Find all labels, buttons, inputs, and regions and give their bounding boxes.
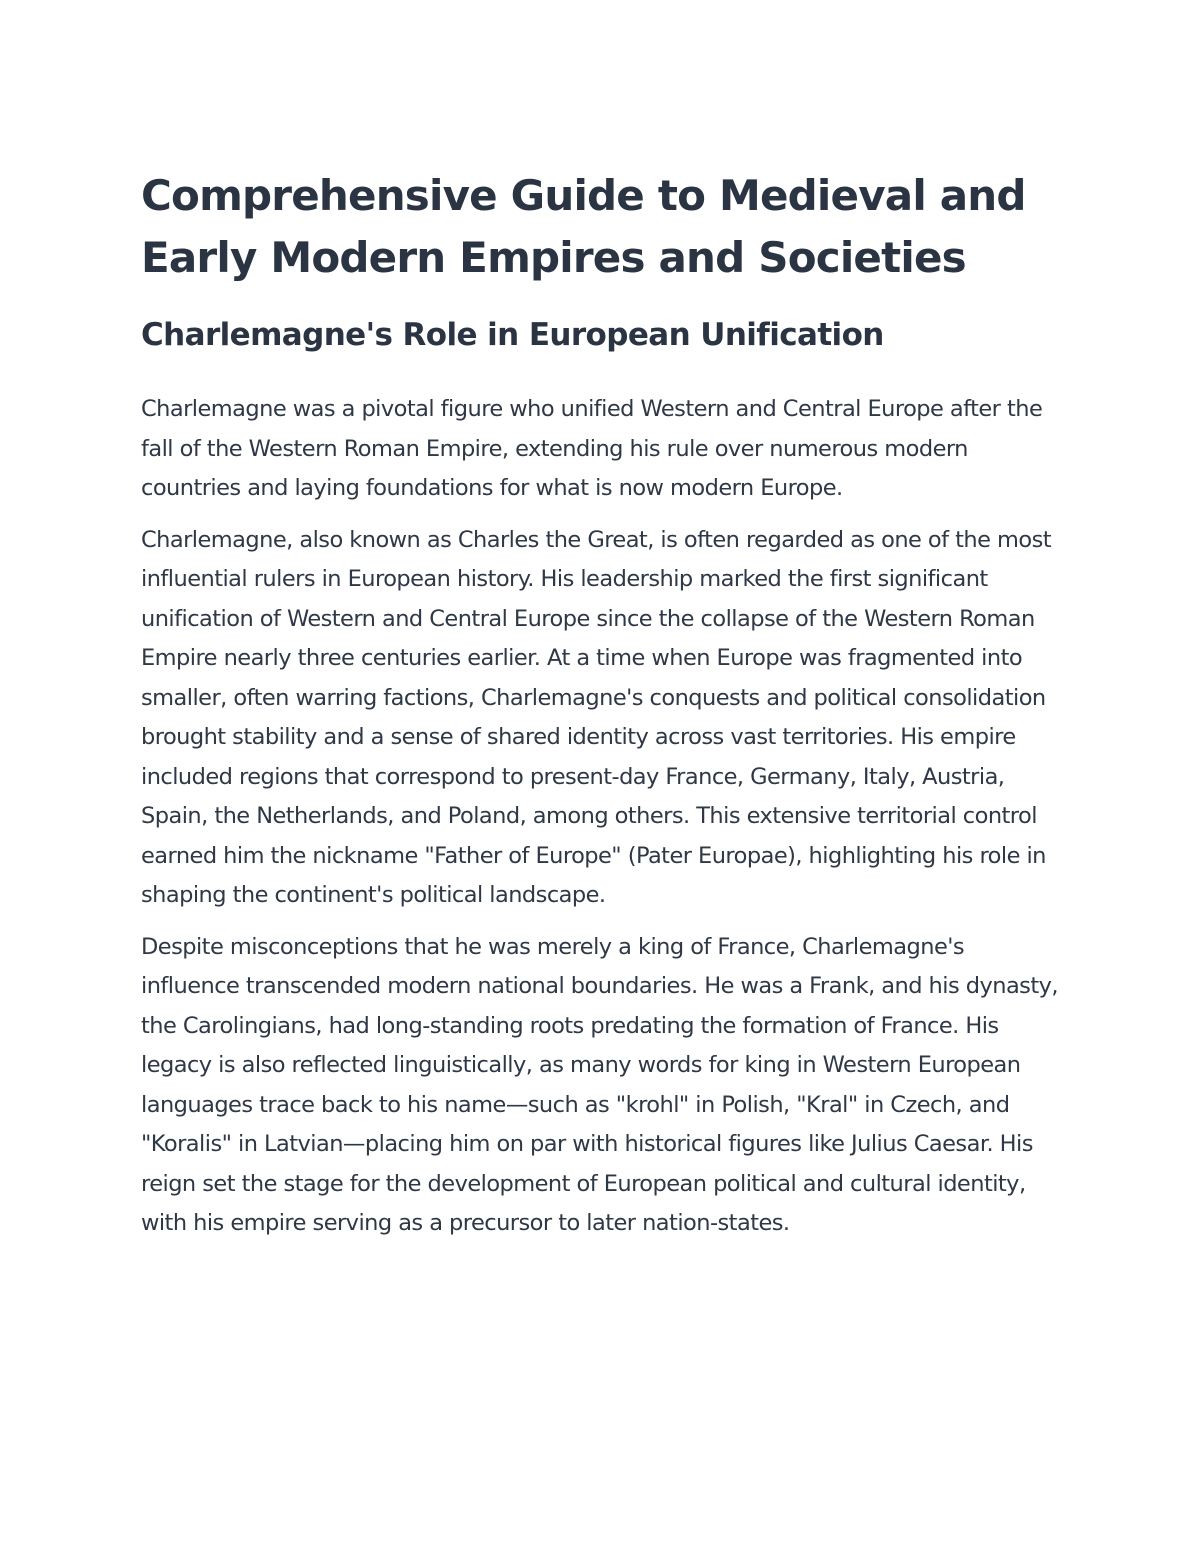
paragraph-unification: Charlemagne, also known as Charles the Great, is often regarded as one of the most influential rulers in European history. His leadership marked the first significant unification of Western and Central Europe since the collapse of the Western Roman Empire nearly three centuries earlier. At a time when Europe was fragmented into smaller, often warring factions, Charlemagne's conquests and political consolidation brought stability and a sense of shared identity across vast territories. His empire included regions that correspond to present-day France, Germany, Italy, Austria, Spain, the Netherlands, and Poland, among others. This extensive territorial control earned him the nickname "Father of Europe" (Pater Europae), highlighting his role in shaping the continent's political landscape. [141,526,1052,908]
paragraph-legacy: Despite misconceptions that he was merely a king of France, Charlemagne's influence transcended modern national boundaries. He was a Frank, and his dynasty, the Carolingians, had long-standing roots predating the formation of France. His legacy is also reflected linguistically, as many words for king in Western European languages trace back to his name—such as "krohl" in Polish, "Kral" in Czech, and "Koralis" in Latvian—placing him on par with historical figures like Julius Caesar. His reign set the stage for the development of European political and cultural identity, with his empire serving as a precursor to later nation-states. [141,933,1058,1236]
document-page [141,165,1066,1244]
section-heading: Charlemagne's Role in European Unification [141,317,884,353]
paragraph-intro: Charlemagne was a pivotal figure who unified Western and Central Europe after the fall of the Western Roman Empire, extending his rule over numerous modern countries and laying foundations for what is now modern Europe. [141,396,1043,501]
document-title: Comprehensive Guide to Medieval and Early Modern Empires and Societies [141,171,1026,282]
